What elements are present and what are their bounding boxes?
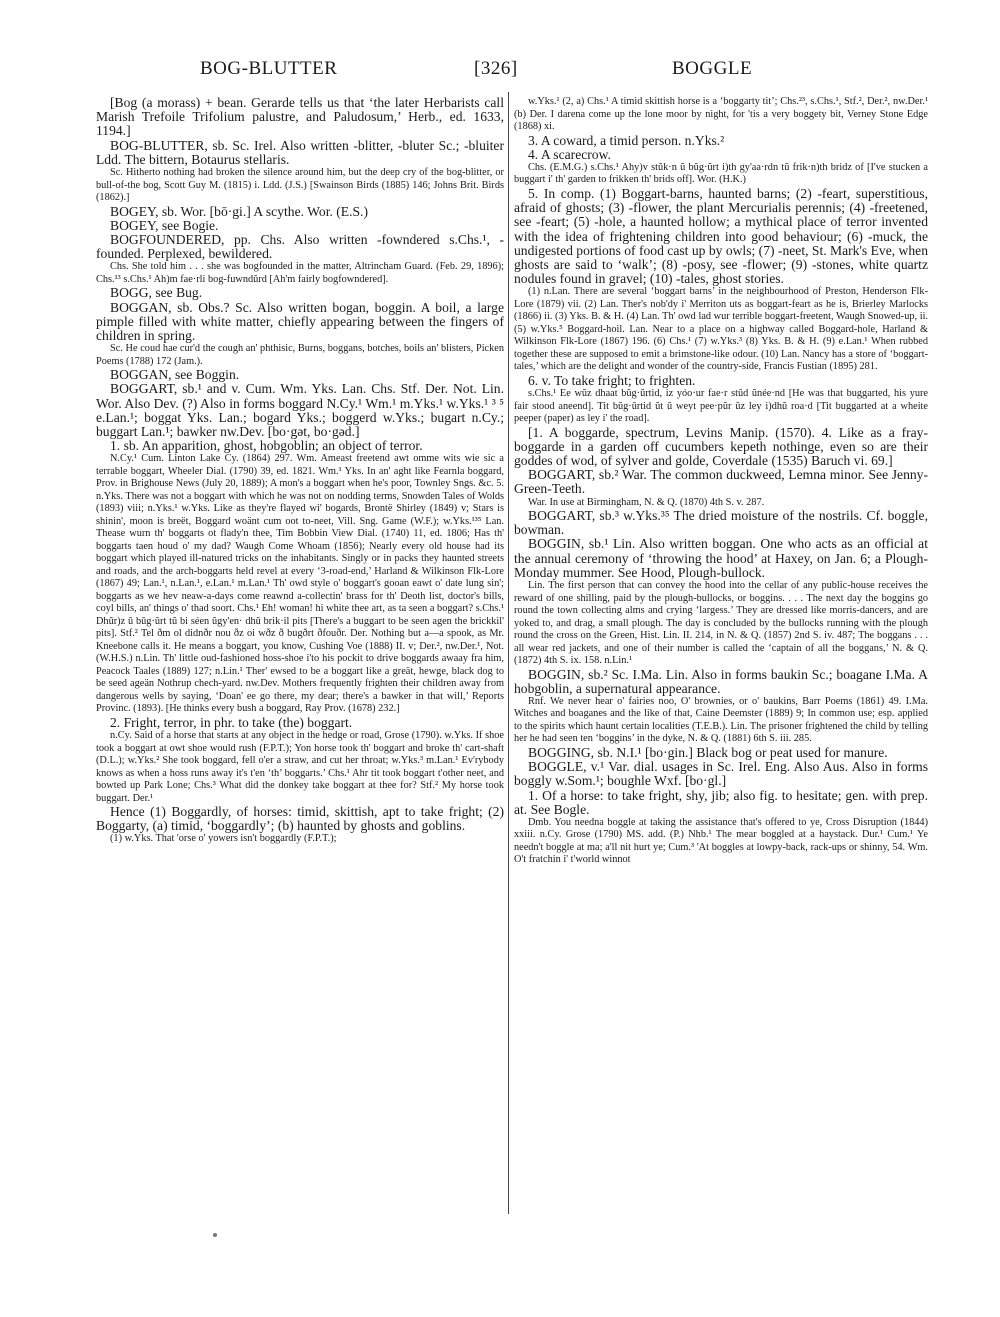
entry-paragraph: BOGGART, sb.³ w.Yks.³⁵ The dried moisture of the nostrils. Cf. boggle, bowman. <box>514 508 928 538</box>
entry-paragraph: BOGGART, sb.¹ and v. Cum. Wm. Yks. Lan. Chs. Stf. Der. Not. Lin. Wor. Also Dev. (?) Also in forms boggard N.Cy.¹ Wm.¹ m.Yks.¹ w.Yks.¹ ³ ⁵ e.Lan.¹; boggat Yks. Lan.; bogard Yks.; boggerd w.Yks.; bugart n.Cy.; buggart Lan.¹; bawker nw.Dev. [bo·gət, bo·gəd.] <box>96 381 504 439</box>
citation-paragraph: (1) n.Lan. There are several ‘boggart barns’ in the neighbourhood of Preston, Henderson Flk-Lore (1879) vii. (2) Lan. Ther's nob'dy i' Merriton uts as boggart-feart as he is, Brierley Marlocks (1866) ii. (3) Yks. B. & H. (4) Lan. Th' owd lad wur terrible boggart-freetent, Waugh Snowed-up, ii. (5) w.Yks.⁵ Boggard-hoil. Lan. Near to a place on a highway called Boggard-hole, Harland & Wilkinson Flk-Lore (1867) 196. (6) Chs.¹ (7) w.Yks.³ (8) Yks. B. & H. (9) e.Lan.¹ When rubbed together these are supposed to emit a brimstone-like odour. (10) Lan. Nancy has a store of ‘boggart-tales,’ which are the delight and wonder of the country-side, Francis Fustian (1895) 281. <box>514 286 928 373</box>
page-speck <box>213 1233 217 1237</box>
entry-paragraph: BOGGAN, sb. Obs.? Sc. Also written bogan, boggin. A boil, a large pimple filled with white matter, chiefly appearing between the fingers of children in spring. <box>96 299 504 343</box>
entry-paragraph: 1. sb. An apparition, ghost, hobgoblin; an object of terror. <box>110 438 423 454</box>
entry-paragraph: [1. A boggarde, spectrum, Levins Manip. (1570). 4. Like as a fray-boggarde in a garden off cucumbers kepeth nothinge, even so are their goddes of wod, of sylver and golde, Coverdale (1535) Baruch vi. 69.] <box>514 424 928 468</box>
header-left-headword: BOG-BLUTTER <box>200 58 338 79</box>
column-divider <box>508 92 509 1214</box>
citation-paragraph: War. In use at Birmingham, N. & Q. (1870) 4th S. v. 287. <box>528 496 765 508</box>
citation-paragraph: Rnf. We never hear o' fairies noo, O' brownies, or o' baukins, Barr Poems (1861) 49. I.Ma. Witches and boaganes and the like of that, Caine Deemster (1889) 9; In common use; esp. applied to the spirits which haunt certain localities (T.E.B.). Lin. The prisoner frightened the child by telling her he had seen ten ‘boggins’ in the dyke, N. & Q. (1881) 6th S. iii. 285. <box>514 695 928 745</box>
citation-paragraph: w.Yks.¹ (2, a) Chs.¹ A timid skittish horse is a ‘boggarty tit’; Chs.²³, s.Chs.¹, Stf.², Der.², nw.Der.¹ (b) Der. I darena come up the lone moor by night, for 'tis a very boggety bit, Verney Stone Edge (1868) xi. <box>514 96 928 132</box>
citation-paragraph: Sc. He coud hae cur'd the cough an' phthisic, Burns, boggans, botches, boils an' blisters, Picken Poems (1788) 172 (Jam.). <box>96 343 504 367</box>
citation-paragraph: Sc. Hitherto nothing had broken the silence around him, but the deep cry of the bog-blitter, or bull-of-the bog, Scott Guy M. (1815) i. Ldd. (J.S.) [Swainson Birds (1885) 146; Johns Brit. Birds (1862).] <box>96 167 504 204</box>
citation-paragraph: Chs. (E.M.G.) s.Chs.¹ Ahy)v stŭk·n ŭ bŭg·ŭrt i)th gy'aa·rdn tŭ frik·n)th bridz of [I've stucken a buggart i' th' garden to frikken th' brids off]. Wor. (H.K.) <box>514 161 928 186</box>
entry-paragraph: 4. A scarecrow. <box>528 146 611 162</box>
entry-paragraph: BOGGIN, sb.¹ Lin. Also written boggan. One who acts as an official at the annual ceremony of ‘throwing the hood’ at Haxey, on Jan. 6; a Plough-Monday mummer. See Hood, Plough-bullock. <box>514 536 928 580</box>
entry-paragraph: BOGGART, sb.² War. The common duckweed, Lemna minor. See Jenny-Green-Teeth. <box>514 467 928 497</box>
page-number: [326] <box>474 58 518 79</box>
header-right-headword: BOGGLE <box>672 58 753 79</box>
entry-paragraph: 2. Fright, terror, in phr. to take (the) boggart. <box>110 714 353 730</box>
citation-paragraph: Dmb. You needna boggle at taking the assistance that's offered to ye, Cross Disruption (1844) xxiii. n.Cy. Grose (1790) MS. add. (P.) Nhb.¹ The mear boggled at a haystack. Dur.¹ Cum.¹ Ye needn't boggle at ma; a'll nit hurt ye; Cum.³ 'At boggles at lowpy-back, rack-ups or shinny, 54. Wm. O't fratchin i' t'world winnot <box>514 816 928 866</box>
entry-paragraph: BOGEY, see Bogie. <box>110 217 219 233</box>
citation-paragraph: n.Cy. Said of a horse that starts at any object in the hedge or road, Grose (1790). w.Yks. If shoe took a boggart at owt shoe would rush (F.P.T.); Yon horse took th' boggart and broke th' cart-shaft (D.L.); w.Yks.² She took boggard, fell o'er a straw, and cut her throat; w.Yks.³ m.Lan.¹ Ev'rybody knows as when a hoss runs away it's t'en ‘th’ boggarts.’ Chs.¹ Ahr tit took boggart t'other neet, and bowted up Park Lone; Chs.³ What did the donkey take boggart at thee for? Stf.² My horse took buggart. Der.¹ <box>96 730 504 804</box>
entry-paragraph: 5. In comp. (1) Boggart-barns, haunted barns; (2) -feart, superstitious, afraid of ghosts; (3) -flower, the plant Mercurialis perennis; (4) -freetened, see -feart; (5) -hole, a haunted hollow; a mythical place of terror invented with the idea of frightening children into good behaviour; (6) -muck, the undigested portions of food cast up by owls; (7) -neet, St. Mark's Eve, when ghosts are said to ‘walk’; (8) -posy, see -flower; (9) -stones, white quartz nodules found in gravel; (10) -tales, ghost stories. <box>514 185 928 287</box>
entry-paragraph: Hence (1) Boggardly, of horses: timid, skittish, apt to take fright; (2) Boggarty, (a) timid, ‘boggardly’; (b) haunted by ghosts and goblins. <box>96 804 504 834</box>
entry-paragraph: BOGGLE, v.¹ Var. dial. usages in Sc. Irel. Eng. Also Aus. Also in forms boggly w.Som.¹; boughle Wxf. [bo·gl.] <box>514 759 928 789</box>
entry-paragraph: BOGG, see Bug. <box>110 285 203 301</box>
entry-paragraph: BOGGIN, sb.² Sc. I.Ma. Lin. Also in forms baukin Sc.; boagane I.Ma. A hobgoblin, a supernatural appearance. <box>514 666 928 696</box>
citation-paragraph: s.Chs.¹ Ee wŭz dhaat bŭg·ŭrtid, iz yóo·ur fae·r stŭd ŭnée·nd [He was that buggarted, his yure fair stood aneend]. Tit bŭg·ŭrtid ŭt ŭ weyt pee·pŭr ŭz ley i)dhŭ roa·d [Tit buggarted at a wheite peeper (paper) as ley i' the road]. <box>514 388 928 425</box>
entry-paragraph: 1. Of a horse: to take fright, shy, jib; also fig. to hesitate; gen. with prep. at. See Bogle. <box>514 787 928 817</box>
citation-paragraph: N.Cy.¹ Cum. Linton Lake Cy. (1864) 297. Wm. Ameast freetend awt omme wits wie sic a terrable boggart, Wheeler Dial. (1790) 39, ed. 1821. Wm.¹ Yks. In an' aght like Fearnla boggard, Prov. in Brighouse News (July 20, 1889); A mon's a boggart when he's poor, Townley Sngs. &c. 5. n.Yks. There was not a boggart with which he was not on nodding terms, Snowden Tales of Wolds (1893) viii; n.Yks.¹ w.Yks. Like as they're flayed wi' bogards, Brontë Shirley (1849) v; Stars is shinin', moon is breët, Boggard woänt cum oot to-neet, Vill. Sng. Game (W.F.); w.Yks.¹³⁵ Lan. Thease wurn th' boggarts ot flady'n thee, Tim Bobbin View Dial. (1740) 11, ed. 1806; Has th' boggarts taen houd o' my dad? Waugh Come Whoam (1856); Nearly every old house had its boggart which played ill-natured tricks on the inhabitants. Singly or in packs they haunted streets and roads, and the arch-boggarts held revel at every ‘3-road-end,’ Harland & Wilkinson Flk-Lore (1867) 49; Lan.¹, n.Lan.¹, e.Lan.¹ m.Lan.¹ Th' owd style o' boggart's gooan eawt o' date lung sin'; boggarts as we hev neaw-a-days come reawnd a-collectin' brass for th' Deoth list, doctor's bills, coyl bills, an' things o' thad soort. Chs.¹ Eh! woman! hi white thee art, as ta seen a boggart? s.Chs.¹ Dhŭr)z ŭ bŭg·ŭrt tŭ bi séen ŭgy'en· dhŭ brik·il pits [There's a buggart to be seen agen the brickkil' pits]. Stf.² Tel ðm ol didnðr nou ðz oi wðz ð bugðrt ðfouðr. Der. Nothing but a—a spook, as Mr. Kneebone calls it. He means a boggart, you know, Cushing Voe (1888) II. v; Der.², nw.Der.¹, Not. (W.H.S.) n.Lin. Th' little oud-fashioned hoss-shoe i'to his pockit to drive boggards awaay fra him, Peacock Taales (1889) 127; n.Lin.¹ Ther' ewsed to be a boggart like a greät, hewge, black dog to be seed ageän Nothrup chech-yard. nw.Dev. Mothers frequently frighten their children away from dangerous wells by saying, ‘Doan' ee go there, my dear; there's a bawker in that will,’ Reports Provinc. (1893). [He thinks every bush a boggard, Ray Prov. (1678) 232.] <box>96 453 504 715</box>
running-header <box>100 58 920 86</box>
entry-paragraph: BOGGAN, see Boggin. <box>110 367 240 383</box>
left-column <box>96 96 504 1226</box>
citation-paragraph: Chs. She told him . . . she was bogfounded in the matter, Altrincham Guard. (Feb. 29, 1896); Chs.¹³ s.Chs.¹ Ah)m fae·rli bog-fuwndŭrd [Ah'm fairly bogfowndered]. <box>96 261 504 285</box>
citation-paragraph: Lin. The first person that can convey the hood into the cellar of any public-house receives the reward of one shilling, paid by the plough-bullocks, or boggins. . . . The next day the boggins go round the town collecting alms and crying ‘largess.’ They are dressed like morris-dancers, and are yoked to, and drag, a small plough. The day is concluded by the bullocks running with the plough round the cross on the Green, Hist. Lin. II. 214, in N. & Q. (1857) 2nd S. iv. 487; The boggans . . . all wear red jackets, and one of their number is called the ‘captain of all the boggans,’ N. & Q. (1872) 4th S. ix. 158. n.Lin.¹ <box>514 580 928 667</box>
entry-paragraph: BOGFOUNDERED, pp. Chs. Also written -fowndered s.Chs.¹, -founded. Perplexed, bewildered. <box>96 231 504 262</box>
entry-paragraph: BOGGING, sb. N.I.¹ [bo·gin.] Black bog or peat used for manure. <box>528 744 888 760</box>
entry-paragraph: BOGEY, sb. Wor. [bō·gi.] A scythe. Wor. (E.S.) <box>110 203 368 219</box>
right-column <box>514 96 928 1226</box>
entry-paragraph: 3. A coward, a timid person. n.Yks.² <box>528 132 725 148</box>
citation-paragraph: (1) w.Yks. That 'orse o' yowers isn't boggardly (F.P.T.); <box>110 833 337 845</box>
entry-paragraph: [Bog (a morass) + bean. Gerarde tells us that ‘the later Herbarists call Marish Trefoile Trifolium palustre, and Paludosum,’ Herb., ed. 1633, 1194.] <box>96 96 504 139</box>
entry-paragraph: BOG-BLUTTER, sb. Sc. Irel. Also written -blitter, -bluter Sc.; -bluiter Ldd. The bittern, Botaurus stellaris. <box>96 137 504 167</box>
entry-paragraph: 6. v. To take fright; to frighten. <box>528 372 696 388</box>
